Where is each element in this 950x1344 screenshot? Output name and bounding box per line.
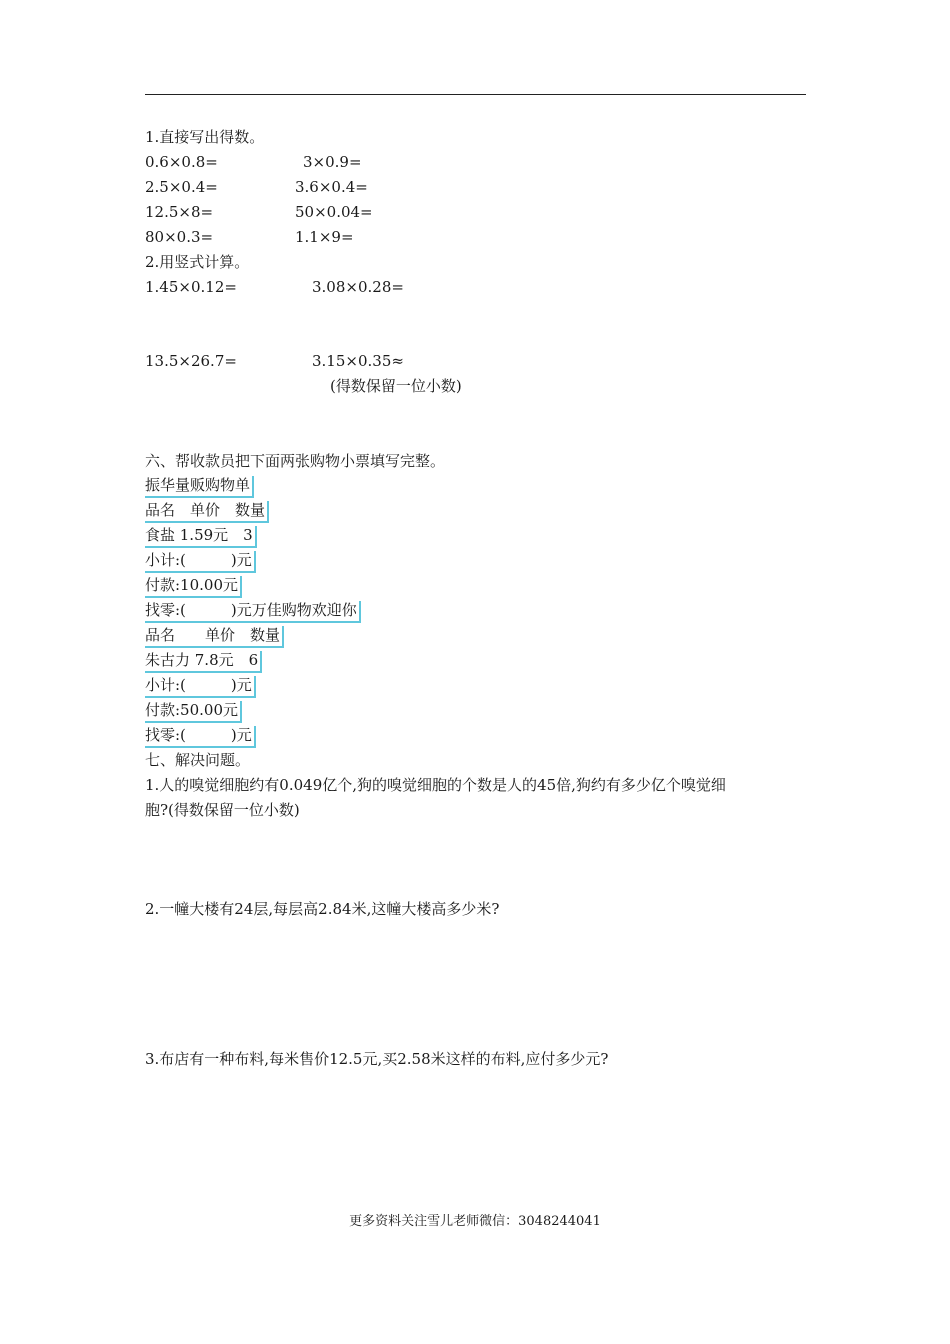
q1-item: 0.6×0.8= [145, 153, 218, 171]
ticket-line: 食盐 1.59元 3 [145, 526, 257, 548]
q2-note: (得数保留一位小数) [330, 377, 462, 395]
problem-2: 2.一幢大楼有24层,每层高2.84米,这幢大楼高多少米? [145, 900, 500, 918]
footer-note: 更多资料关注雪儿老师微信：3048244041 [349, 1214, 601, 1229]
section6-title: 六、帮收款员把下面两张购物小票填写完整。 [145, 452, 446, 470]
ticket-line: 小计:( )元 [145, 551, 256, 573]
q1-item: 3×0.9= [303, 153, 362, 171]
ticket-line: 找零:( )元万佳购物欢迎你 [145, 601, 361, 623]
q1-item: 2.5×0.4= [145, 178, 218, 196]
q2-item: 3.08×0.28= [312, 278, 404, 296]
q1-item: 80×0.3= [145, 228, 214, 246]
ticket-line: 振华量贩购物单 [145, 476, 254, 498]
ticket-line: 小计:( )元 [145, 676, 256, 698]
problem-1-line2: 胞?(得数保留一位小数) [145, 801, 300, 819]
problem-3: 3.布店有一种布料,每米售价12.5元,买2.58米这样的布料,应付多少元? [145, 1050, 609, 1068]
q2-item: 13.5×26.7= [145, 352, 237, 370]
ticket-line: 付款:10.00元 [145, 576, 242, 598]
q2-title: 2.用竖式计算。 [145, 253, 250, 271]
ticket-line: 找零:( )元 [145, 726, 256, 748]
problem-1-line1: 1.人的嗅觉细胞约有0.049亿个,狗的嗅觉细胞的个数是人的45倍,狗约有多少亿个嗅觉细 [145, 776, 726, 794]
section7-title: 七、解决问题。 [145, 751, 251, 769]
header-rule [145, 94, 806, 95]
q2-item: 1.45×0.12= [145, 278, 237, 296]
q1-item: 50×0.04= [295, 203, 373, 221]
q1-item: 1.1×9= [295, 228, 354, 246]
ticket-line: 品名 单价 数量 [145, 626, 284, 648]
q2-item: 3.15×0.35≈ [312, 352, 404, 370]
ticket-line: 付款:50.00元 [145, 701, 242, 723]
q1-item: 12.5×8= [145, 203, 214, 221]
q1-title: 1.直接写出得数。 [145, 128, 265, 146]
ticket-line: 品名 单价 数量 [145, 501, 269, 523]
ticket-line: 朱古力 7.8元 6 [145, 651, 262, 673]
q1-item: 3.6×0.4= [295, 178, 368, 196]
